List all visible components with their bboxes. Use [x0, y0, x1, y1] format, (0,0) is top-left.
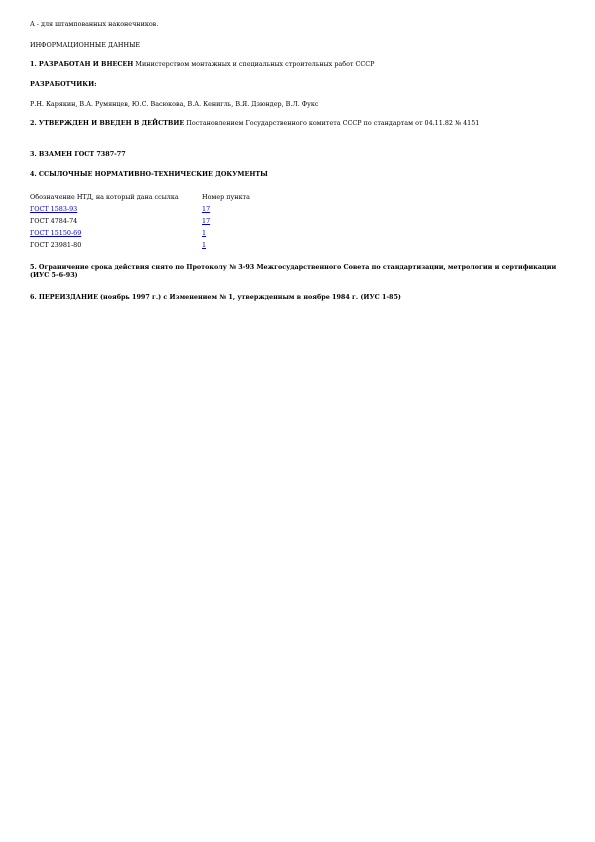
doc-link[interactable]: ГОСТ 15150-69 [30, 229, 82, 237]
point-link[interactable]: 1 [202, 241, 207, 249]
item-3-label: 3. ВЗАМЕН ГОСТ 7387-77 [30, 150, 126, 158]
table-row [30, 239, 282, 251]
table-header-row [30, 191, 282, 203]
table-row [30, 203, 282, 215]
item-1 [30, 60, 374, 68]
item-1-text: Министерством монтажных и специальных строительных работ СССР [135, 60, 375, 68]
item-2 [30, 119, 565, 127]
item-5 [30, 263, 565, 279]
point-link[interactable]: 17 [202, 217, 211, 225]
doc-link[interactable]: ГОСТ 1583-93 [30, 205, 78, 213]
item-3 [30, 150, 126, 158]
table-row [30, 215, 282, 227]
item-5-text: 5. Ограничение срока действия снято по Протоколу № 3-93 Межгосударственного Совета по стандартизации, метрологии и сертификации (ИУС 5-6-93) [30, 263, 557, 279]
section-title: ИНФОРМАЦИОННЫЕ ДАННЫЕ [30, 41, 141, 49]
item-2-text: Постановлением Государственного комитета СССР по стандартам от 04.11.82 № 4151 [186, 119, 480, 127]
developers-heading: РАЗРАБОТЧИКИ: [30, 80, 97, 88]
item-6-label: 6. ПЕРЕИЗДАНИЕ [30, 293, 98, 301]
item-2-label: 2. УТВЕРЖДЕН И ВВЕДЕН В ДЕЙСТВИЕ [30, 119, 185, 127]
point-link[interactable]: 1 [202, 229, 207, 237]
table-header-point: Номер пункта [202, 193, 250, 201]
item-1-label: 1. РАЗРАБОТАН И ВНЕСЕН [30, 60, 134, 68]
point-link[interactable]: 17 [202, 205, 211, 213]
doc-text: ГОСТ 23981-80 [30, 241, 82, 249]
item-4-label: 4. ССЫЛОЧНЫЕ НОРМАТИВНО-ТЕХНИЧЕСКИЕ ДОКУМЕНТЫ [30, 170, 268, 178]
developers-names: Р.Н. Карякин, В.А. Румянцев, Ю.С. Васюкова, В.А. Кенигль, В.Я. Дзюндер, В.Л. Фукс [30, 100, 319, 108]
item-4 [30, 170, 268, 178]
references-table [30, 191, 282, 251]
table-header-doc: Обозначение НТД, на который дана ссылка [30, 193, 179, 201]
item-6 [30, 293, 401, 301]
item-6-text: (ноябрь 1997 г.) с Изменением № 1, утвержденным в ноябре 1984 г. (ИУС 1-85) [100, 293, 401, 301]
table-row [30, 227, 282, 239]
header-note: А - для штампованных наконечников. [30, 20, 159, 28]
doc-text: ГОСТ 4784-74 [30, 217, 78, 225]
developers-label [30, 80, 97, 88]
